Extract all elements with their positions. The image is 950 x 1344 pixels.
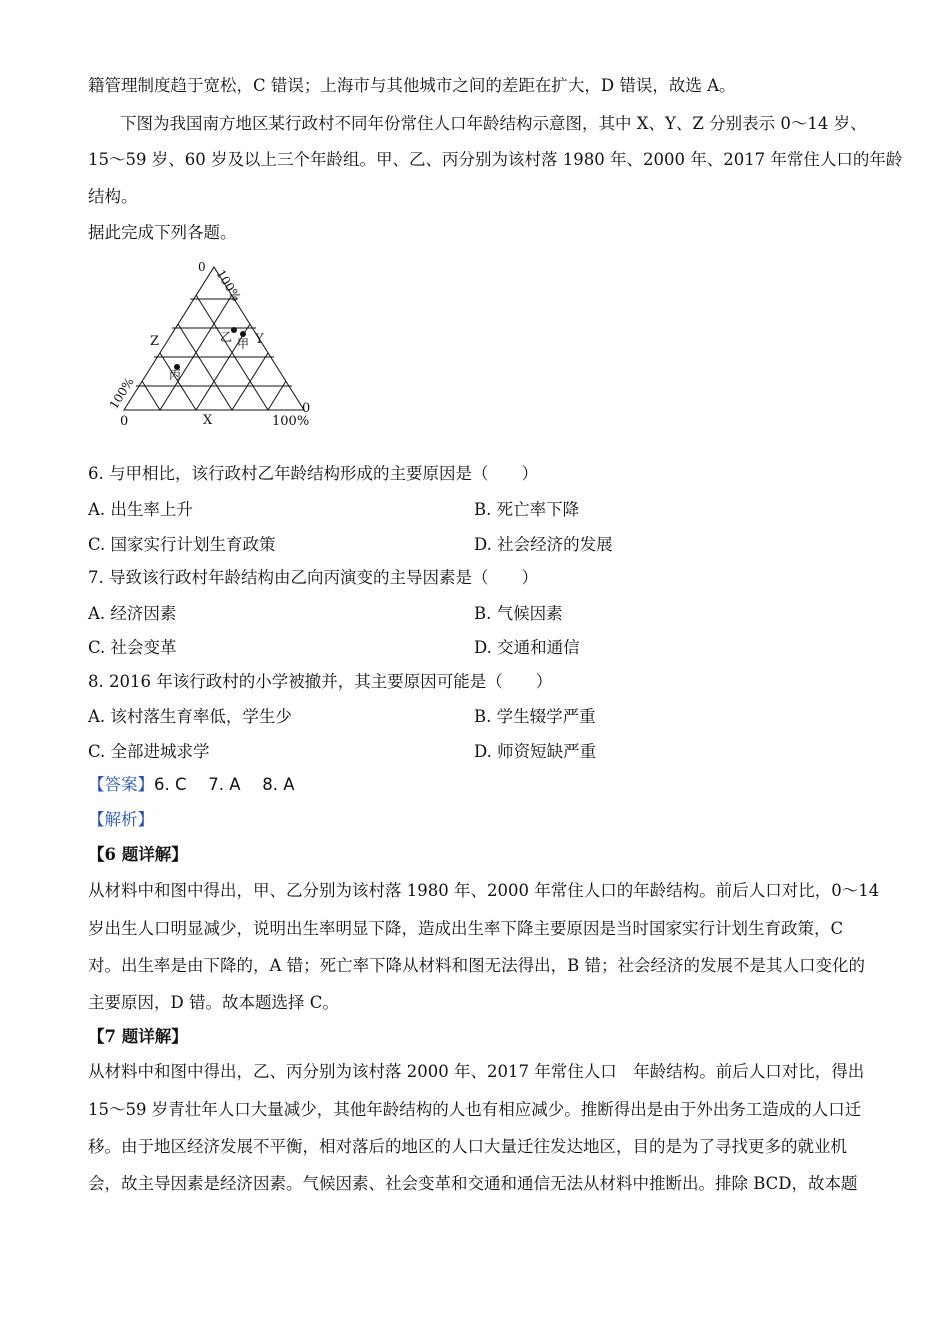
question-6-option-b: B. 死亡率下降: [474, 500, 580, 519]
question-7-option-d: D. 交通和通信: [474, 638, 580, 657]
intro-line-4: 结构。: [88, 187, 138, 206]
question-7-stem: 7. 导致该行政村年龄结构由乙向丙演变的主导因素是（ ）: [88, 568, 538, 587]
answer-label: 【答案】: [88, 775, 154, 794]
detail-7-line-2: 15～59 岁青壮年人口大量减少，其他年龄结构的人也有相应减少。推断得出是由于外出务工造成的人口迁: [88, 1100, 862, 1119]
question-6-option-d: D. 社会经济的发展: [474, 535, 613, 554]
detail-6-line-3: 对。出生率是由下降的，A 错；死亡率下降从材料和图无法得出，B 错；社会经济的发展不是其人口变化的: [88, 956, 866, 975]
question-7-option-b: B. 气候因素: [474, 604, 563, 623]
analysis-label: 【解析】: [88, 810, 154, 829]
question-8-option-b: B. 学生辍学严重: [474, 707, 596, 726]
age-structure-ternary-diagram: [100, 255, 330, 435]
axis-x-label: X: [203, 413, 213, 428]
question-8-option-a: A. 该村落生育率低，学生少: [88, 707, 292, 726]
question-6-option-a: A. 出生率上升: [88, 500, 193, 519]
intro-line-3: 15～59 岁、60 岁及以上三个年龄组。甲、乙、丙分别为该村落 1980 年、2000 年、2017 年常住人口的年龄: [88, 150, 903, 169]
detail-7-line-1: 从材料中和图中得出，乙、丙分别为该村落 2000 年、2017 年常住人口 年龄结构。前后人口对比，得出: [88, 1062, 865, 1081]
bottom-right-zero-label: 0: [302, 401, 311, 416]
question-8-option-d: D. 师资短缺严重: [474, 742, 597, 761]
question-6-stem: 6. 与甲相比，该行政村乙年龄结构形成的主要原因是（ ）: [88, 464, 538, 483]
answer-line: [88, 775, 295, 795]
intro-line-5: 据此完成下列各题。: [88, 223, 237, 242]
detail-6-heading: 【6 题详解】: [88, 845, 188, 864]
bottom-right-hundred-label: 100%: [272, 414, 310, 429]
question-7-option-a: A. 经济因素: [88, 604, 177, 623]
point-jia-label: 甲: [237, 337, 250, 351]
answer-values: 6. C 7. A 8. A: [154, 775, 295, 794]
axis-y-label: Y: [255, 332, 264, 347]
detail-6-line-4: 主要原因，D 错。故本题选择 C。: [88, 993, 339, 1012]
point-yi-label: 乙: [220, 330, 233, 344]
point-bing-label: 丙: [169, 368, 182, 382]
bottom-left-zero-label: 0: [120, 414, 129, 429]
detail-6-line-1: 从材料中和图中得出，甲、乙分别为该村落 1980 年、2000 年常住人口的年龄结构。前后人口对比，0～14: [88, 881, 880, 900]
detail-7-line-4: 会，故主导因素是经济因素。气候因素、社会变革和交通和通信无法从材料中推断出。排除 BCD，故本题: [88, 1174, 858, 1193]
intro-line-1: 籍管理制度趋于宽松，C 错误；上海市与其他城市之间的差距在扩大，D 错误，故选 A。: [88, 76, 736, 95]
question-7-option-c: C. 社会变革: [88, 638, 177, 657]
question-8-stem: 8. 2016 年该行政村的小学被撤并，其主要原因可能是（ ）: [88, 672, 553, 691]
axis-z-label: Z: [150, 334, 160, 349]
top-zero-label: 0: [198, 260, 206, 274]
question-8-option-c: C. 全部进城求学: [88, 742, 210, 761]
detail-6-line-2: 岁出生人口明显减少，说明出生率明显下降，造成出生率下降主要原因是当时国家实行计划生育政策，C: [88, 919, 844, 938]
question-6-option-c: C. 国家实行计划生育政策: [88, 535, 276, 554]
left-hundred-label: 100%: [106, 375, 137, 412]
intro-line-2: 下图为我国南方地区某行政村不同年份常住人口年龄结构示意图，其中 X、Y、Z 分别表示 0～14 岁、: [120, 114, 867, 133]
top-hundred-label: 100%: [213, 267, 244, 304]
detail-7-heading: 【7 题详解】: [88, 1027, 188, 1046]
detail-7-line-3: 移。由于地区经济发展不平衡，相对落后的地区的人口大量迁往发达地区，目的是为了寻找更多的就业机: [88, 1137, 847, 1156]
